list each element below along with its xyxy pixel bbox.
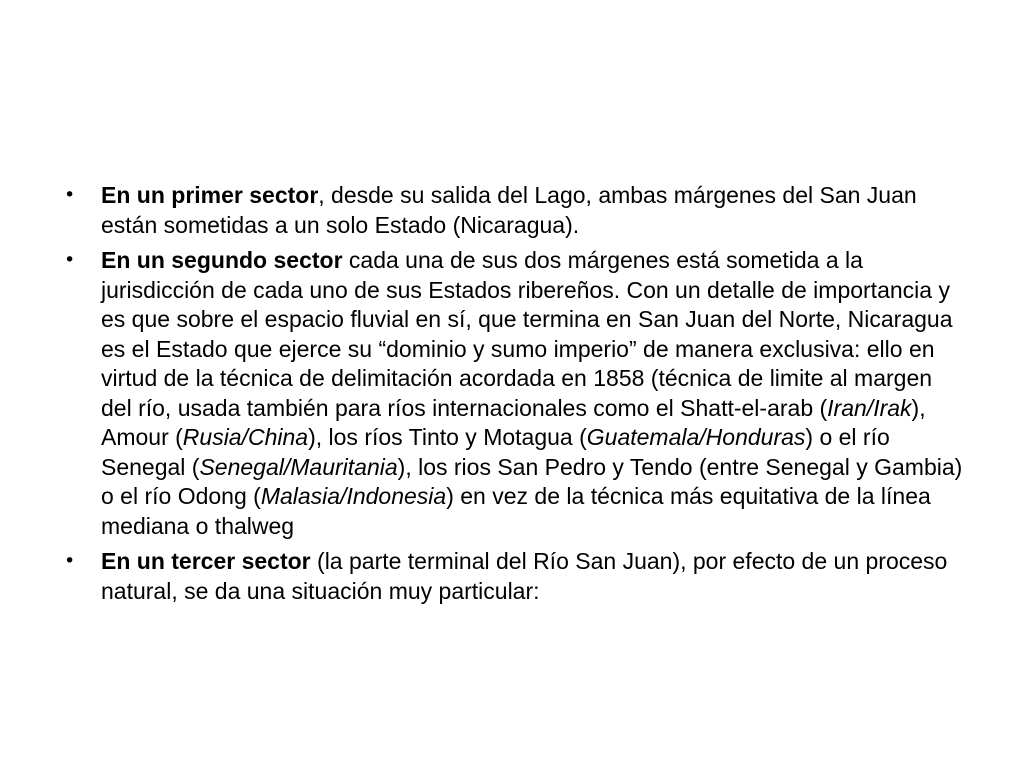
bullet-icon: •: [64, 184, 76, 206]
bullet-text: ) o el río Senegal (: [101, 424, 890, 480]
bullet-item-second-sector: [64, 246, 964, 541]
country-pair-rusia-china: Rusia/China: [182, 424, 309, 450]
bullet-item-first-sector: [64, 181, 964, 240]
country-pair-guatemala-honduras: Guatemala/Honduras: [586, 424, 806, 450]
bullet-text: ) en vez de la técnica más equitativa de la línea mediana o thalweg: [101, 483, 931, 539]
bullet-text: ), Amour (: [101, 394, 926, 450]
bullet-lead: En un primer sector: [101, 182, 319, 208]
country-pair-iran-irak: Iran/Irak: [827, 394, 912, 421]
bullet-list: [64, 181, 964, 612]
bullet-text: , desde su salida del Lago, ambas márgenes del San Juan están sometidas a un solo Estado (Nicaragua).: [101, 182, 917, 238]
bullet-text: ), los rios San Pedro y Tendo (entre Senegal y Gambia) o el río Odong (: [101, 453, 963, 509]
bullet-text: (la parte terminal del Río San Juan), por efecto de un proceso natural, se da una situación muy particular:: [101, 548, 948, 604]
bullet-text: cada una de sus dos márgenes está sometida a la jurisdicción de cada uno de sus Estados ribereños. Con un detalle de importancia y es que sobre el espacio fluvial en sí, que termina en San Juan del Norte, Nicaragua es el Estado que ejerce su “dominio y sumo imperio” de manera exclusiva: ello en virtud de la técnica de delimitación acordada en 1858 (técnica de limite al margen del río, usada también para ríos internacionales como el Shatt-el-arab (: [101, 247, 953, 421]
bullet-lead: En un segundo sector: [101, 247, 343, 273]
bullet-text: ), los ríos Tinto y Motagua (: [308, 424, 587, 450]
bullet-lead: En un tercer sector: [101, 548, 311, 574]
bullet-icon: •: [64, 550, 76, 572]
country-pair-senegal-mauritania: Senegal/Mauritania: [199, 453, 398, 480]
bullet-item-third-sector: [64, 547, 964, 606]
bullet-icon: •: [64, 249, 76, 271]
country-pair-malasia-indonesia: Malasia/Indonesia: [260, 483, 447, 509]
